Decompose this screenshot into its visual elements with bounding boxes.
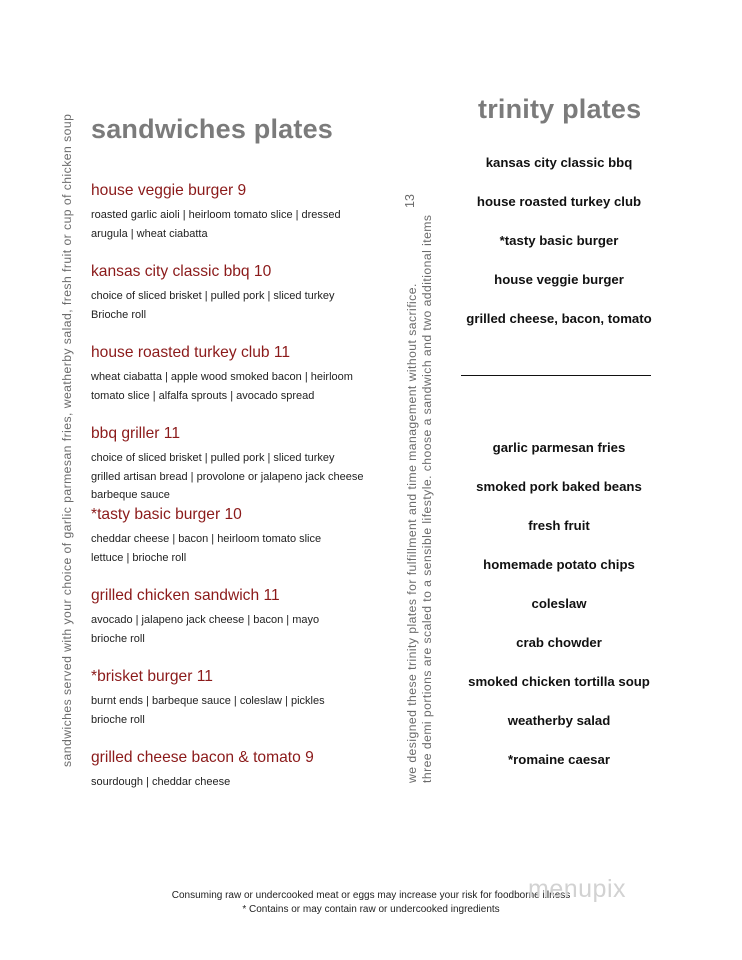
description-line: sourdough | cheddar cheese	[91, 776, 231, 788]
trinity-plate-item: house veggie burger	[494, 272, 624, 287]
trinity-plate-item: *tasty basic burger	[499, 233, 619, 248]
description-line: lettuce | brioche roll	[91, 551, 187, 564]
trinity-side-item: homemade potato chips	[483, 557, 635, 572]
menu-item	[91, 505, 391, 586]
menu-item-name: grilled cheese bacon & tomato 9	[91, 749, 314, 766]
menu-item	[91, 424, 391, 505]
description-line: brioche roll	[91, 632, 145, 645]
description-line: roasted garlic aioli | heirloom tomato slice | dressed	[91, 209, 341, 221]
section-divider	[461, 375, 651, 376]
menu-item-name: bbq griller 11	[91, 425, 180, 442]
trinity-side-item: garlic parmesan fries	[492, 440, 626, 455]
description-line: avocado | jalapeno jack cheese | bacon | mayo	[91, 614, 320, 626]
menu-item-description	[91, 530, 391, 567]
trinity-plate-item: kansas city classic bbq	[485, 155, 633, 170]
trinity-side-item: fresh fruit	[528, 518, 590, 533]
menu-item-description	[91, 611, 391, 648]
side-note-trinity-line-2: three demi portions are scaled to a sensible lifestyle. choose a sandwich and two additional items	[420, 214, 434, 783]
footer-warning: Consuming raw or undercooked meat or eggs may increase your risk for foodborne illness	[171, 890, 571, 901]
menu-item-name: house veggie burger 9	[91, 182, 247, 199]
menu-item	[91, 667, 391, 748]
menu-item	[91, 181, 391, 262]
menu-item-description	[91, 368, 391, 405]
description-line: wheat ciabatta | apple wood smoked bacon | heirloom	[91, 371, 353, 383]
trinity-plate-item: house roasted turkey club	[476, 194, 642, 209]
description-line: burnt ends | barbeque sauce | coleslaw | pickles	[91, 695, 325, 707]
menu-item-description	[91, 692, 391, 729]
sandwich-list	[91, 181, 391, 829]
menu-item-name: kansas city classic bbq 10	[91, 263, 272, 280]
trinity-side-item: weatherby salad	[507, 713, 611, 728]
description-line: choice of sliced brisket | pulled pork | sliced turkey	[91, 452, 335, 464]
description-line: choice of sliced brisket | pulled pork | sliced turkey	[91, 290, 335, 302]
trinity-side-item: *romaine caesar	[508, 752, 610, 767]
sandwiches-title: sandwiches plates	[91, 114, 333, 144]
trinity-title: trinity plates	[478, 94, 642, 124]
menu-item	[91, 586, 391, 667]
menu-item-name: house roasted turkey club 11	[91, 344, 291, 361]
watermark-logo: menupix	[528, 875, 626, 903]
description-line: barbeque sauce	[91, 489, 170, 501]
side-note-sandwich-choices: sandwiches served with your choice of garlic parmesan fries, weatherby salad, fresh fruit or cup of chicken soup	[60, 113, 74, 767]
description-line: arugula | wheat ciabatta	[91, 227, 208, 240]
menu-item	[91, 262, 391, 343]
menu-item	[91, 748, 391, 829]
menu-item-description	[91, 287, 391, 324]
side-note-trinity-line-1: we designed these trinity plates for fulfillment and time management without sacrifice.	[405, 283, 419, 783]
menu-item-description	[91, 773, 391, 792]
trinity-side-item: crab chowder	[516, 635, 602, 650]
menu-item-name: *brisket burger 11	[91, 668, 213, 685]
trinity-side-list	[452, 438, 666, 789]
description-line: grilled artisan bread | provolone or jalapeno jack cheese	[91, 470, 364, 483]
trinity-side-item: coleslaw	[531, 596, 587, 611]
menu-item-name: grilled chicken sandwich 11	[91, 587, 280, 604]
trinity-side-item: smoked pork baked beans	[476, 479, 642, 494]
page-number: 13	[403, 194, 417, 208]
menu-item-description	[91, 206, 391, 243]
trinity-plate-item: grilled cheese, bacon, tomato	[466, 311, 652, 326]
menu-item-name: *tasty basic burger 10	[91, 506, 242, 523]
description-line: tomato slice | alfalfa sprouts | avocado spread	[91, 389, 315, 402]
menu-item-description	[91, 449, 391, 505]
description-line: cheddar cheese | bacon | heirloom tomato slice	[91, 533, 322, 545]
description-line: Brioche roll	[91, 308, 147, 321]
trinity-side-item: smoked chicken tortilla soup	[468, 674, 650, 689]
trinity-plate-list	[452, 153, 666, 348]
description-line: brioche roll	[91, 713, 145, 726]
footer-note: * Contains or may contain raw or undercooked ingredients	[242, 904, 500, 915]
menu-item	[91, 343, 391, 424]
